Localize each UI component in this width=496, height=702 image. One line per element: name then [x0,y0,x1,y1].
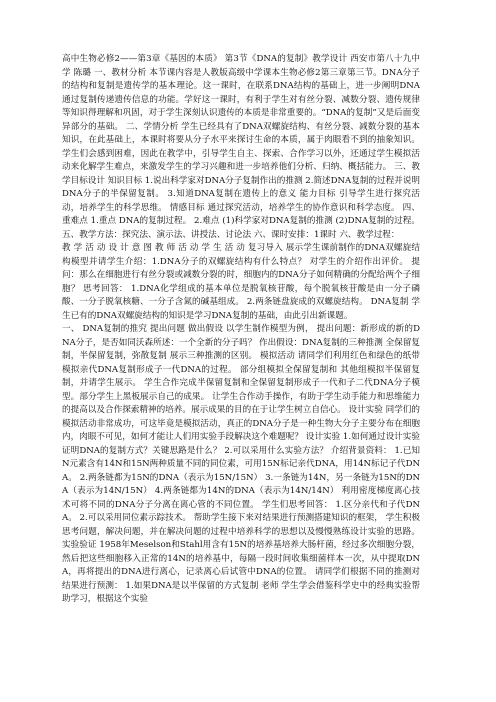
paragraph-intro: 高中生物必修2——第3章《基因的本质》 第3节《DNA的复制》教学设计 西安市第八十九中学 陈璐 一、教材分析 本节课内容是人教版高级中学课本生物必修2第三章第三节。DNA分子的结构和复制是遗传学的基本理论。这一课时，在联系DNA结构的基础上，进一步阐明DNA通过复制传递遗传信息的功能。学好这一课时，有利于学生对有丝分裂、减数分裂、遗传规律等知识得理解和巩固，对于学生深刻认识遗传的本质是非常重要的。“DNA的复制”又是后面变异部分的基础。 二、学情分析 学生已经具有了DNA双螺旋结构、有丝分裂、减数分裂的基本知识，在此基础上，本课时将要从分子水平来探讨生命的本质，属于肉眼看不到的抽象知识。学生们会感到困难，因此在教学中，引导学生自主、探索、合作学习以外，还通过学生模拟活动来化解学生难点，来激发学生的学习兴趣和进一步培养他们分析、归纳、概括能力。 三、教学目标设计 知识目标 1.说出科学家对DNA分子复制作出的推测 2.简述DNA复制的过程并说明DNA分子的半保留复制。 3.知道DNA复制在遗传上的意义 能力目标 引导学生进行探究活动，培养学生的科学思维。 情感目标 通过探究活动，培养学生的协作意识和科学态度。 四、重难点 1.重点 DNA的复制过程。 2.难点 (1)科学家对DNA复制的推测 (2)DNA复制的过程。 五、教学方法：探究法、演示法、讲授法、讨论法 六、课时安排：1课时 六、教学过程： [62,54,421,240]
paragraph-dna-replication: 一、 DNA复制的推究 提出问题 做出假设 以学生制作模型为例， 提出问题：新形成的新的DNA分子，是否如同沃森所述：一个全新的分子吗？ 作出假设：DNA复制的三种推测 全保留复制，半保留复制，弥散复制 展示三种推测的区别。 模拟活动 请同学们利用红色和绿色的纸带模拟亲代DNA复制形成子一代DNA的过程。 部分组模拟全保留复制和 其他组模拟半保留复制，并请学生展示。 学生合作完成半保留复制和全保留复制形成子一代和子二代DNA分子模型。部分学生上黑板展示自己的成果。 让学生合作动手操作，有助于学生动手能力和思维能力的提高以及合作探索精神的培养。展示成果的目的在于让学生树立自信心。 设计实验 同学们的模拟活动非常成功，可这毕竟是模拟活动，真正的DNA分子是一种生物大分子主要分布在细胞内，肉眼不可见，如何才能让人们用实验手段解决这个难题呢？ 设计实验 1.如何通过设计实验证明DNA的复制方式？关键思路是什么？ 2.可以采用什么实验方法？ 介绍背景资料： 1.已知N元素含有14N和15N两种质量不同的同位素，可用15N标记亲代DNA，用14N标记子代DNA。 2.两条链都为15N的DNA（表示为15N/15N） 3.一条链为14N，另一条链为15N的DNA（表示为14N/15N） 4.两条链都为14N的DNA（表示为14N/14N） 利用密度梯度离心技术可将不同的DNA分子分离在离心管的不同位置。 学生们思考回答： 1.区分亲代和子代DNA。 2.可以采用同位素示踪技术。 帮助学生接下来对结果进行预测搭建知识的框架， 学生积极思考问题，解决问题，并在解决问题的过程中培养科学的思想以及慢慢熟练设计实验的思路。 实验验证 1958年Meselson和Stahl用含有15N的培养基培养大肠杆菌，经过多次细胞分裂，然后把这些细胞移入正常的14N的培养基中，每隔一段时间收集细菌样本一次，从中提取DNA，再将提出的DNA进行离心，记录离心后试管中DNA的位置。 请同学们根据不同的推测对结果进行预测： 1.如果DNA是以半保留的方式复制 老师 学生学会借鉴科学史中的经典实验帮助学习，根据这个实验 [62,324,420,604]
paragraph-lesson-table: 教 学 活 动 设 计 意 图 教 师 活 动 学 生 活 动 复习导入 展示学生课前制作的DNA双螺旋结构模型并请学生介绍：1.DNA分子的双螺旋结构有什么特点？ 对学生的介绍作出评价。 提问：那么在细胞进行有丝分裂或减数分裂的时，细胞内的DNA分子如何精确的分配给两个子细胞？ 思考回答： 1.DNA化学组成的基本单位是脱氧核苷酸，每个脱氧核苷酸是由一分子磷酸、一分子脱氧核糖、一分子含氮的碱基组成。 2.两条链盘旋成的双螺旋结构。 DNA复制 学生已有的DNA双螺旋结构的知识是学习DNA复制的基础，由此引出新课题。 [62,243,420,321]
